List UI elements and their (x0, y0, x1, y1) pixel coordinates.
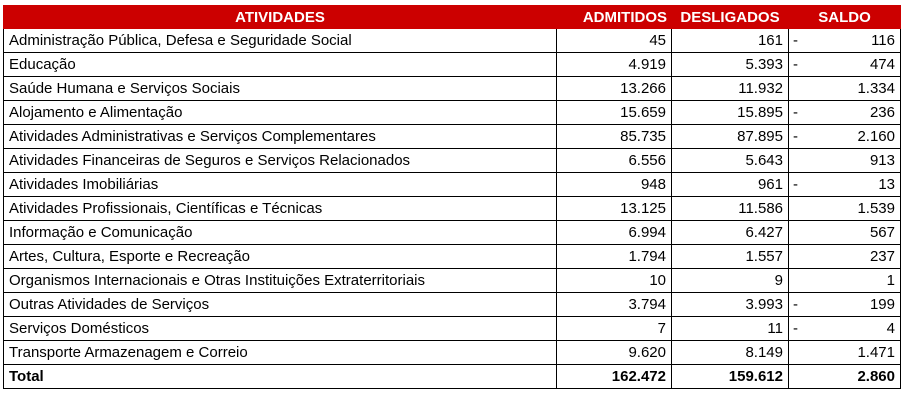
table-row (4, 341, 901, 365)
cell-admitidos: 948 (557, 173, 672, 197)
cell-saldo (789, 341, 901, 365)
cell-atividade: Informação e Comunicação (4, 221, 557, 245)
header-atividades: ATIVIDADES (4, 6, 557, 29)
cell-atividade: Educação (4, 53, 557, 77)
saldo-value: 913 (869, 152, 895, 169)
table-row (4, 245, 901, 269)
table-row (4, 101, 901, 125)
saldo-value: 1.539 (857, 200, 895, 217)
cell-desligados: 11.932 (672, 77, 789, 101)
cell-atividade: Organismos Internacionais e Otras Instituições Extraterritoriais (4, 269, 557, 293)
cell-saldo (789, 173, 901, 197)
cell-saldo (789, 29, 901, 53)
cell-admitidos: 3.794 (557, 293, 672, 317)
table-row (4, 317, 901, 341)
cell-admitidos: 85.735 (557, 125, 672, 149)
saldo-value: 1.471 (857, 344, 895, 361)
negative-sign: - (793, 104, 798, 121)
cell-desligados: 5.643 (672, 149, 789, 173)
total-row (4, 365, 901, 389)
total-saldo: 2.860 (789, 365, 901, 389)
cell-atividade: Atividades Financeiras de Seguros e Serviços Relacionados (4, 149, 557, 173)
cell-saldo (789, 293, 901, 317)
table-row (4, 269, 901, 293)
cell-saldo (789, 149, 901, 173)
saldo-value: 2.160 (857, 128, 895, 145)
cell-atividade: Administração Pública, Defesa e Seguridade Social (4, 29, 557, 53)
cell-desligados: 1.557 (672, 245, 789, 269)
negative-sign: - (793, 176, 798, 193)
cell-admitidos: 4.919 (557, 53, 672, 77)
total-desligados: 159.612 (672, 365, 789, 389)
cell-desligados: 87.895 (672, 125, 789, 149)
cell-desligados: 15.895 (672, 101, 789, 125)
cell-atividade: Atividades Profissionais, Científicas e Técnicas (4, 197, 557, 221)
table-header-row (4, 6, 901, 29)
saldo-value: 1 (886, 272, 895, 289)
cell-desligados: 5.393 (672, 53, 789, 77)
cell-admitidos: 1.794 (557, 245, 672, 269)
table-row (4, 173, 901, 197)
total-label: Total (4, 365, 557, 389)
cell-desligados: 9 (672, 269, 789, 293)
saldo-value: 1.334 (857, 80, 895, 97)
saldo-value: 4 (886, 320, 895, 337)
cell-atividade: Atividades Administrativas e Serviços Complementares (4, 125, 557, 149)
table-row (4, 29, 901, 53)
cell-admitidos: 13.266 (557, 77, 672, 101)
cell-desligados: 6.427 (672, 221, 789, 245)
saldo-value: 199 (869, 296, 895, 313)
header-desligados: DESLIGADOS (672, 6, 789, 29)
cell-admitidos: 45 (557, 29, 672, 53)
cell-admitidos: 9.620 (557, 341, 672, 365)
cell-saldo (789, 317, 901, 341)
cell-admitidos: 6.994 (557, 221, 672, 245)
header-saldo: SALDO (789, 6, 901, 29)
table-row (4, 53, 901, 77)
table-row (4, 221, 901, 245)
cell-admitidos: 7 (557, 317, 672, 341)
negative-sign: - (793, 320, 798, 337)
negative-sign: - (793, 32, 798, 49)
table-row (4, 149, 901, 173)
header-admitidos: ADMITIDOS (557, 6, 672, 29)
saldo-value: 13 (878, 176, 895, 193)
saldo-value: 237 (869, 248, 895, 265)
negative-sign: - (793, 56, 798, 73)
saldo-value: 116 (871, 32, 895, 49)
cell-desligados: 161 (672, 29, 789, 53)
cell-admitidos: 6.556 (557, 149, 672, 173)
table-row (4, 77, 901, 101)
cell-saldo (789, 77, 901, 101)
cell-atividade: Saúde Humana e Serviços Sociais (4, 77, 557, 101)
cell-saldo (789, 197, 901, 221)
cell-desligados: 11 (672, 317, 789, 341)
saldo-value: 474 (869, 56, 895, 73)
cell-saldo (789, 125, 901, 149)
cell-saldo (789, 269, 901, 293)
table-row (4, 293, 901, 317)
table-row (4, 197, 901, 221)
cell-desligados: 961 (672, 173, 789, 197)
cell-atividade: Atividades Imobiliárias (4, 173, 557, 197)
cell-admitidos: 15.659 (557, 101, 672, 125)
cell-atividade: Serviços Domésticos (4, 317, 557, 341)
total-admitidos: 162.472 (557, 365, 672, 389)
cell-saldo (789, 245, 901, 269)
saldo-value: 236 (869, 104, 895, 121)
cell-desligados: 8.149 (672, 341, 789, 365)
cell-desligados: 11.586 (672, 197, 789, 221)
cell-desligados: 3.993 (672, 293, 789, 317)
cell-saldo (789, 101, 901, 125)
cell-saldo (789, 53, 901, 77)
negative-sign: - (793, 296, 798, 313)
saldo-value: 567 (869, 224, 895, 241)
cell-admitidos: 13.125 (557, 197, 672, 221)
table-body (4, 29, 901, 365)
cell-atividade: Alojamento e Alimentação (4, 101, 557, 125)
employment-table (3, 5, 901, 389)
table-row (4, 125, 901, 149)
cell-saldo (789, 221, 901, 245)
cell-atividade: Artes, Cultura, Esporte e Recreação (4, 245, 557, 269)
cell-atividade: Outras Atividades de Serviços (4, 293, 557, 317)
cell-admitidos: 10 (557, 269, 672, 293)
negative-sign: - (793, 128, 798, 145)
cell-atividade: Transporte Armazenagem e Correio (4, 341, 557, 365)
